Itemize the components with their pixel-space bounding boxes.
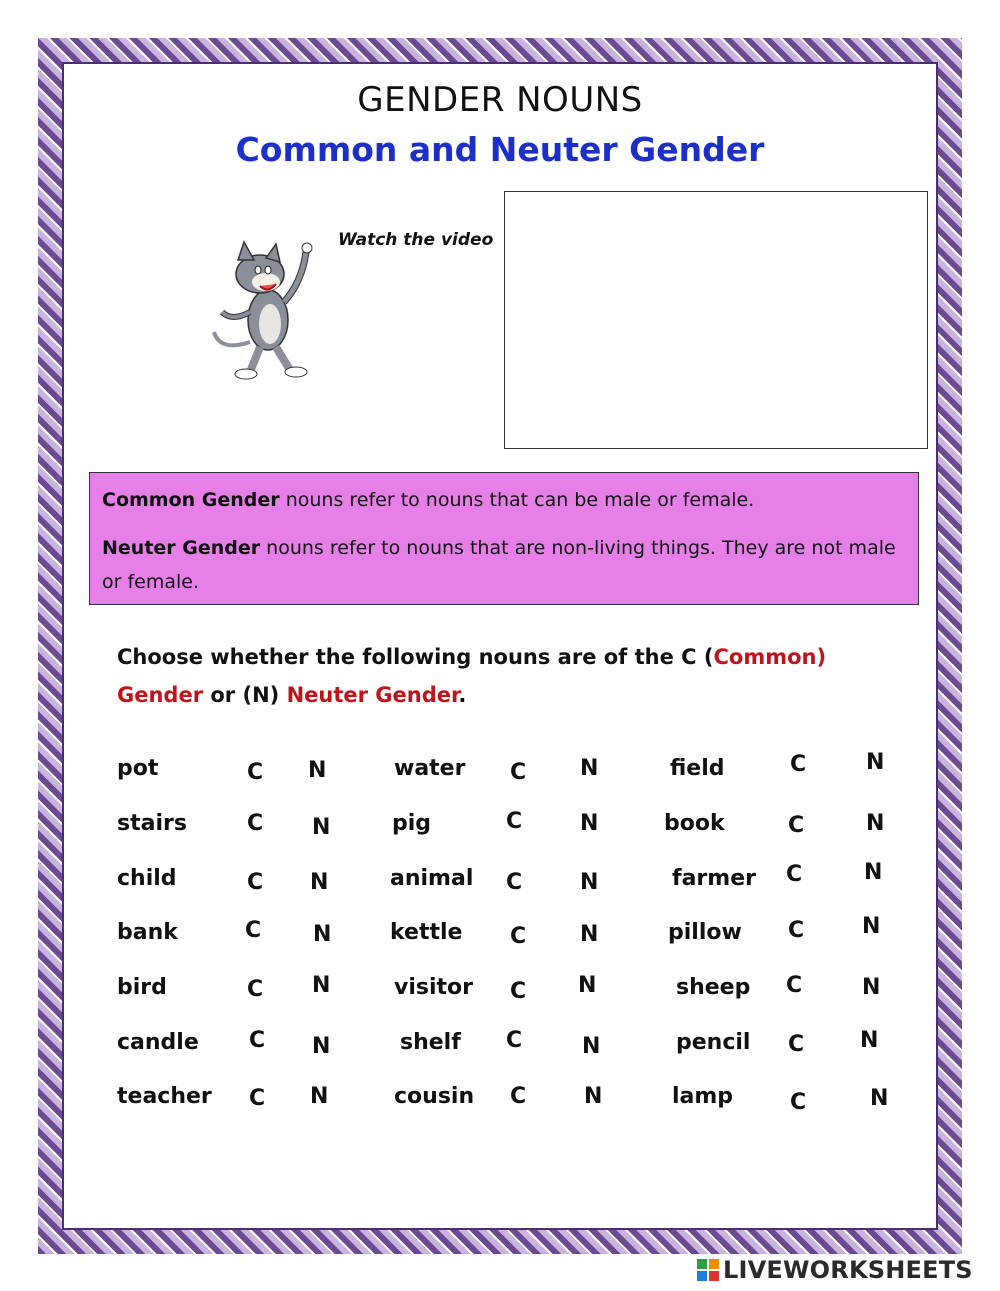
option-n-farmer[interactable]: N [864, 860, 883, 885]
option-c-pot[interactable]: C [247, 760, 264, 785]
instruction-part: . [458, 683, 467, 707]
option-c-water[interactable]: C [510, 760, 527, 785]
option-c-child[interactable]: C [247, 870, 264, 895]
option-n-animal[interactable]: N [580, 870, 599, 895]
option-n-pig[interactable]: N [580, 811, 599, 836]
option-c-lamp[interactable]: C [790, 1090, 807, 1115]
option-n-bird[interactable]: N [312, 973, 331, 998]
noun-word-bank: bank [117, 920, 178, 945]
option-c-shelf[interactable]: C [506, 1028, 523, 1053]
option-c-book[interactable]: C [788, 813, 805, 838]
option-c-bank[interactable]: C [245, 918, 262, 943]
option-c-candle[interactable]: C [249, 1028, 266, 1053]
noun-word-bird: bird [117, 975, 167, 1000]
noun-word-cousin: cousin [394, 1084, 475, 1109]
option-n-lamp[interactable]: N [870, 1086, 889, 1111]
noun-word-teacher: teacher [117, 1084, 212, 1109]
watch-video-label: Watch the video [338, 230, 494, 250]
noun-word-book: book [664, 811, 725, 836]
option-c-kettle[interactable]: C [510, 924, 527, 949]
cartoon-cat-image [210, 232, 325, 382]
noun-word-water: water [394, 756, 466, 781]
option-n-bank[interactable]: N [313, 922, 332, 947]
instruction-text [117, 638, 907, 714]
noun-word-kettle: kettle [390, 920, 463, 945]
instruction-part: or (N) [203, 683, 287, 707]
liveworksheets-logo-icon [697, 1259, 719, 1281]
definitions-box [89, 472, 919, 605]
instruction-part: Choose whether the following nouns are of the C ( [117, 645, 714, 669]
noun-word-sheep: sheep [676, 975, 751, 1000]
video-player[interactable] [504, 191, 928, 449]
noun-word-pillow: pillow [668, 920, 742, 945]
noun-word-visitor: visitor [394, 975, 473, 1000]
noun-word-child: child [117, 866, 177, 891]
option-c-bird[interactable]: C [247, 977, 264, 1002]
option-n-pillow[interactable]: N [862, 914, 881, 939]
option-c-field[interactable]: C [790, 752, 807, 777]
neuter-text: nouns refer to nouns that are non-living things. They are not male or female. [102, 537, 896, 593]
noun-word-pencil: pencil [676, 1030, 751, 1055]
neuter-definition [102, 531, 906, 599]
page-subtitle: Common and Neuter Gender [235, 130, 765, 169]
noun-word-animal: animal [390, 866, 474, 891]
neuter-term: Neuter Gender [102, 537, 261, 559]
brand-name: LIVEWORKSHEETS [723, 1256, 973, 1284]
option-c-pig[interactable]: C [506, 809, 523, 834]
option-c-stairs[interactable]: C [247, 811, 264, 836]
common-text: nouns refer to nouns that can be male or female. [279, 489, 755, 511]
option-n-water[interactable]: N [580, 756, 599, 781]
option-n-kettle[interactable]: N [580, 922, 599, 947]
noun-word-shelf: shelf [400, 1030, 461, 1055]
option-c-cousin[interactable]: C [510, 1084, 527, 1109]
noun-word-farmer: farmer [672, 866, 756, 891]
noun-word-candle: candle [117, 1030, 199, 1055]
option-n-shelf[interactable]: N [582, 1034, 601, 1059]
option-c-pencil[interactable]: C [788, 1032, 805, 1057]
instruction-neuter: Neuter Gender [286, 683, 459, 707]
option-n-teacher[interactable]: N [310, 1084, 329, 1109]
instruction-common: Common) Gender [117, 645, 827, 707]
option-n-child[interactable]: N [310, 870, 329, 895]
option-n-candle[interactable]: N [312, 1034, 331, 1059]
option-n-book[interactable]: N [866, 811, 885, 836]
option-n-cousin[interactable]: N [584, 1084, 603, 1109]
option-n-pencil[interactable]: N [860, 1028, 879, 1053]
option-n-sheep[interactable]: N [862, 975, 881, 1000]
option-n-pot[interactable]: N [308, 758, 327, 783]
page-title: GENDER NOUNS [357, 80, 643, 120]
option-c-pillow[interactable]: C [788, 918, 805, 943]
option-n-stairs[interactable]: N [312, 815, 331, 840]
option-c-farmer[interactable]: C [786, 862, 803, 887]
noun-word-pig: pig [392, 811, 432, 836]
brand-footer [697, 1255, 973, 1285]
noun-word-field: field [670, 756, 725, 781]
option-n-visitor[interactable]: N [578, 973, 597, 998]
option-c-visitor[interactable]: C [510, 979, 527, 1004]
noun-word-pot: pot [117, 756, 159, 781]
option-c-teacher[interactable]: C [249, 1086, 266, 1111]
option-n-field[interactable]: N [866, 750, 885, 775]
noun-word-stairs: stairs [117, 811, 187, 836]
common-definition [102, 483, 906, 517]
common-term: Common Gender [102, 489, 280, 511]
option-c-sheep[interactable]: C [786, 973, 803, 998]
option-c-animal[interactable]: C [506, 870, 523, 895]
noun-word-lamp: lamp [672, 1084, 734, 1109]
